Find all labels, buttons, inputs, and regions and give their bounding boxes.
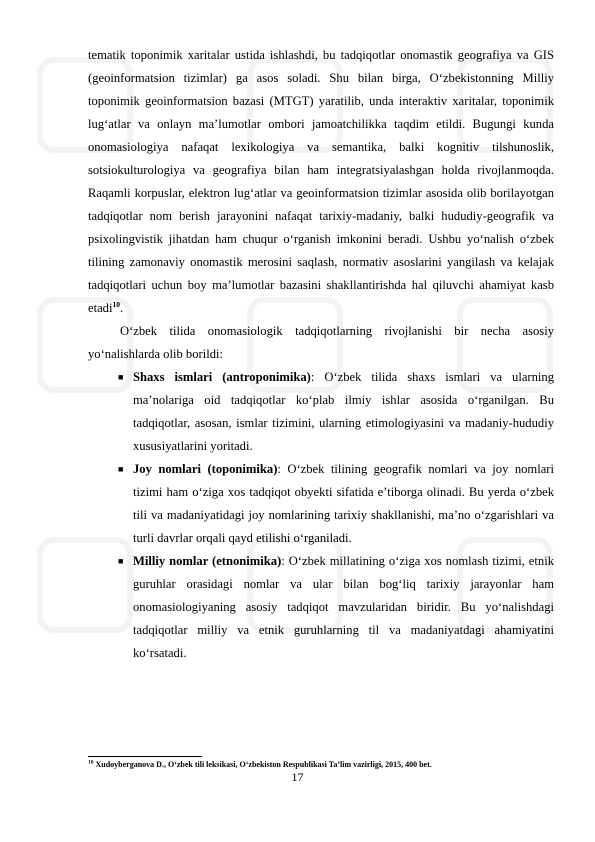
paragraph-1-end: . <box>119 301 124 315</box>
bullet-icon: ■ <box>118 464 124 474</box>
body-paragraph-1 <box>88 44 554 320</box>
bullet-term: Milliy nomlar (etnonimika) <box>133 554 282 568</box>
bullet-item-etnonimika <box>88 550 554 665</box>
paragraph-1-text: tematik toponimik xaritalar ustida ishlashdi, bu tadqiqotlar onomastik geografiya va GIS (geoinformatsion tizimlar) ga asos soladi. Shu bilan birga, O‘zbekistonning Milliy toponimik geoinformatsion bazasi (MTGT) yaratilib, unda interaktiv xaritalar, toponimik lug‘atlar va onlayn ma’lumotlar ombori jamoatchilikka taqdim etildi. Bugungi kunda onomasiologiya nafaqat lexikologiya va semantika, balki kognitiv tilshunoslik, sotsiokulturologiya va geografiya bilan ham integratsiyalashgan holda rivojlanmoqda. Raqamli korpuslar, elektron lug‘atlar va geoinformatsion tizimlar asosida olib borilayotgan tadqiqotlar nom berish jarayonini nafaqat tarixiy-madaniy, balki hududiy-geografik va psixolingvistik jihatdan ham chuqur o‘rganish imkonini beradi. Ushbu yo‘nalish o‘zbek tilining zamonaviy onomastik merosini saqlash, normativ asoslarini yangilash va kelajak tadqiqotlari uchun boy ma’lumotlar bazasini shakllantirishda hal qiluvchi ahamiyat kasb etadi <box>88 48 554 315</box>
footnote-number: 10 <box>88 759 94 766</box>
bullet-icon: ■ <box>118 372 124 382</box>
footnote-reference[interactable]: 10 <box>112 299 120 309</box>
page-number: 17 <box>291 770 304 784</box>
bullet-term: Joy nomlari (toponimika) <box>133 462 278 476</box>
bullet-item-toponimika <box>88 458 554 550</box>
bullet-text: : O‘zbek tilida shaxs ismlari va ularning ma’nolariga oid tadqiqotlar ko‘plab ilmiy ishlar asosida o‘rganilgan. Bu tadqiqotlar, asosan, ismlar tizimini, ularning etimologiyasini va madaniy-hududiy xususiyatlarini yoritadi. <box>133 370 554 453</box>
bullet-icon: ■ <box>118 556 124 566</box>
body-paragraph-2: O‘zbek tilida onomasiologik tadqiqotlarning rivojlanishi bir necha asosiy yo‘nalishlarda olib borildi: <box>88 324 554 361</box>
page-body <box>88 44 554 665</box>
bullet-item-antroponimika <box>88 366 554 458</box>
bullet-text: : O‘zbek tilining geografik nomlari va joy nomlari tizimi ham o‘ziga xos tadqiqot obyekti sifatida e’tiborga olinadi. Bu yerda o‘zbek tili va madaniyatidagi joy nomlarining tarixiy shakllanishi, ma’no o‘zgarishlari va turli davrlar orqali qayd etilishi o‘rganiladi. <box>133 462 554 545</box>
footnote-separator <box>88 756 202 757</box>
footnote <box>88 760 558 770</box>
bullet-term: Shaxs ismlari (antroponimika) <box>133 370 311 384</box>
bullet-text: : O‘zbek millatining o‘ziga xos nomlash tizimi, etnik guruhlar orasidagi nomlar va ular bilan bog‘liq tarixiy jarayonlar ham onomasiologiyaning asosiy tadqiqot mavzularidan biridir. Bu yo‘nalishdagi tadqiqotlar milliy va etnik guruhlarning til va madaniyatdagi ahamiyatini ko‘rsatadi. <box>133 554 554 660</box>
footnote-text: Xudoyberganova D., O‘zbek tili leksikasi, O‘zbekiston Respublikasi Ta’lim vazirligi, 2015, 400 bet. <box>93 760 432 769</box>
